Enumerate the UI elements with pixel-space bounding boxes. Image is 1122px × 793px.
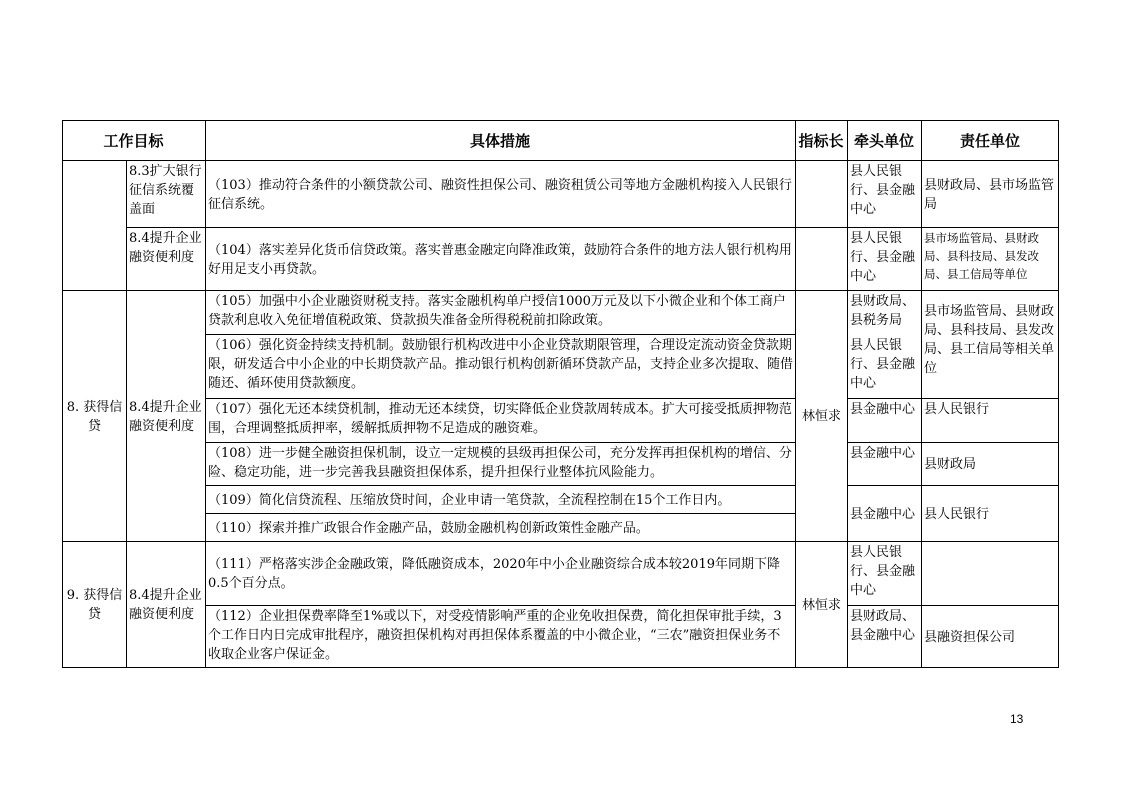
responsible-unit-cell: 县人民银行: [924, 506, 990, 522]
sub-goal-cell: 8.3扩大银行征信系统覆盖面: [129, 164, 202, 217]
measure-109: （109）简化信贷流程、压缩放贷时间，企业申请一笔贷款，全流程控制在15个工作日内。: [208, 492, 731, 508]
work-plan-table: [62, 120, 1059, 668]
sub-goal-cell: 8.4提升企业融资便利度: [129, 588, 202, 622]
lead-unit-cell: 县金融中心: [850, 402, 916, 417]
measure-106: （106）强化资金持续支持机制。鼓励银行机构改进中小企业贷款期限管理，合理设定流动资金贷款期限，研发适合中小企业的中长期贷款产品。推动银行机构创新循环贷款产品，支持企业多次提取、随借随还、循环使用贷款额度。: [208, 338, 794, 391]
header-measures: 具体措施: [469, 131, 530, 150]
lead-unit-cell: 县财政局、县金融中心: [850, 609, 916, 643]
goal-cell: 9. 获得信贷: [66, 588, 123, 622]
measure-103: （103）推动符合条件的小额贷款公司、融资性担保公司、融资租赁公司等地方金融机构接入人民银行征信系统。: [208, 177, 792, 212]
goal-cell: 8. 获得信贷: [66, 399, 123, 434]
measure-104: （104）落实差异化货币信贷政策。落实普惠金融定向降准政策，鼓励符合条件的地方法人银行机构用好用足支小再贷款。: [208, 242, 792, 277]
lead-unit-cell: 县人民银行、县金融中心: [850, 164, 916, 217]
sub-goal-cell: 8.4提升企业融资便利度: [129, 231, 202, 265]
responsible-unit-cell: 县市场监管局、县财政局、县科技局、县发改局、县工信局等相关单位: [924, 304, 1055, 376]
indicator-leader-cell: 林恒求: [801, 597, 841, 613]
measure-111: （111）严格落实涉企金融政策，降低融资成本，2020年中小企业融资综合成本较2019年同期下降0.5个百分点。: [208, 557, 780, 591]
header-indicator-leader: 指标长: [798, 131, 844, 150]
measure-108: （108）进一步健全融资担保机制，设立一定规模的县级再担保公司，充分发挥再担保机构的增信、分险、稳定功能，进一步完善我县融资担保体系，提升担保行业整体抗风险能力。: [208, 446, 792, 480]
responsible-unit-cell: 县人民银行: [924, 402, 990, 417]
measure-112: （112）企业担保费率降至1%或以下，对受疫情影响严重的企业免收担保费，简化担保审批手续，3个工作日内日完成审批程序，融资担保机构对再担保体系覆盖的中小微企业，“三农”融资担保业务不收取企业客户保证金。: [208, 609, 782, 662]
lead-unit-cell: 县人民银行、县金融中心: [850, 231, 916, 284]
header-work-goal: 工作目标: [103, 131, 164, 150]
lead-unit-cell: 县人民银行、县金融中心: [850, 338, 916, 391]
header-responsible-unit: 责任单位: [959, 131, 1020, 150]
lead-unit-cell: 县财政局、县税务局: [850, 294, 916, 328]
sub-goal-cell: 8.4提升企业融资便利度: [129, 399, 202, 434]
measure-105: （105）加强中小企业融资财税支持。落实金融机构单户授信1000万元及以下小微企业和个体工商户贷款利息收入免征增值税政策、贷款损失准备金所得税税前扣除政策。: [208, 294, 786, 328]
responsible-unit-cell: 县财政局: [924, 457, 977, 472]
responsible-unit-cell: 县市场监管局、县财政局、县科技局、县发改局、县工信局等单位: [924, 231, 1039, 281]
responsible-unit-cell: 县财政局、县市场监管局: [924, 177, 1055, 212]
page-number: 13: [1010, 712, 1024, 726]
indicator-leader-cell: 林恒求: [801, 409, 841, 424]
measure-107: （107）强化无还本续贷机制，推动无还本续贷，切实降低企业贷款周转成本。扩大可接受抵质押物范围，合理调整抵质押率，缓解抵质押物不足造成的融资难。: [208, 402, 792, 436]
lead-unit-cell: 县金融中心: [850, 506, 916, 522]
lead-unit-cell: 县人民银行、县金融中心: [850, 545, 916, 598]
lead-unit-cell: 县金融中心: [850, 446, 916, 461]
measure-110: （110）探索并推广政银合作金融产品，鼓励金融机构创新政策性金融产品。: [208, 520, 649, 536]
responsible-unit-cell: 县融资担保公司: [924, 629, 1016, 645]
header-lead-unit: 牵头单位: [853, 131, 914, 150]
